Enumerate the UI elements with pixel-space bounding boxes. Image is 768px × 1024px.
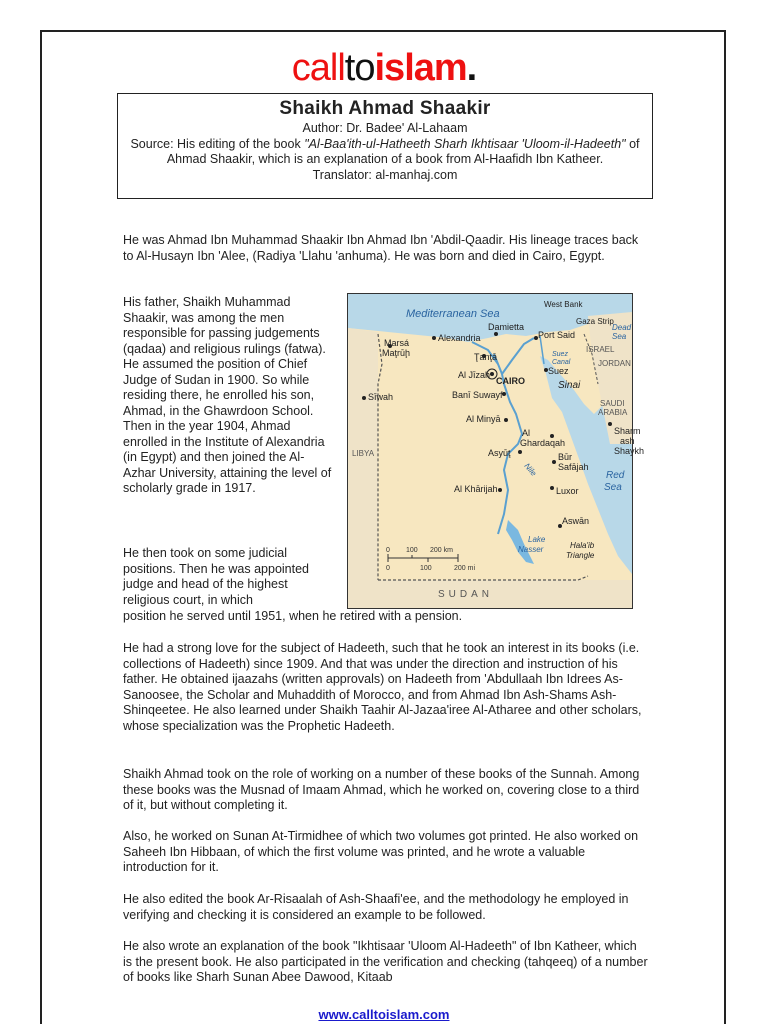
saudi-label-2: ARABIA bbox=[598, 408, 628, 417]
asyut-dot bbox=[518, 450, 522, 454]
bur-safajah-label-1: Būr bbox=[558, 452, 573, 462]
translator-line: Translator: al-manhaj.com bbox=[312, 167, 458, 182]
bani-suwayf-label: Banī Suwayf bbox=[452, 390, 503, 400]
al-kharijah-label: Al Khārijah bbox=[454, 484, 498, 494]
nile-label: Nile bbox=[522, 461, 539, 478]
libya-label: LIBYA bbox=[352, 449, 375, 458]
egypt-map bbox=[347, 293, 645, 609]
al-ghardaqah-label-1: Al bbox=[522, 428, 531, 438]
sharm-label-2: ash bbox=[620, 436, 635, 446]
paragraph-books-sunnah: Shaikh Ahmad took on the role of working on a number of these books of the Sunnah. Among these books was the Musnad of Imaam Ahmad, which he worked on, covering close to a third of it, but without completing it. bbox=[123, 767, 640, 812]
al-kharijah-dot bbox=[498, 488, 502, 492]
red-sea-label-1: Red bbox=[606, 470, 625, 481]
map-scale-bar bbox=[386, 547, 475, 572]
luxor-dot bbox=[550, 486, 554, 490]
suez-canal-label-2: Canal bbox=[552, 359, 571, 366]
israel-label: ISRAEL bbox=[586, 345, 615, 354]
gaza-label: Gaza Strip bbox=[576, 317, 614, 326]
luxor-label: Luxor bbox=[556, 486, 579, 496]
sinai-label: Sinai bbox=[558, 380, 581, 391]
bani-suwayf-dot bbox=[502, 392, 506, 396]
red-sea-label-2: Sea bbox=[604, 482, 622, 493]
suez-canal-label-1: Suez bbox=[552, 351, 568, 358]
asyut-label: Asyūţ bbox=[488, 448, 511, 458]
alexandria-label: Alexandria bbox=[438, 333, 481, 343]
al-jizah-label: Al Jīzah bbox=[458, 370, 491, 380]
al-minya-label: Al Minyā bbox=[466, 414, 501, 424]
paragraph-explanation: He also wrote an explanation of the book "Ikhtisaar 'Uloom Al-Hadeeth" of Ibn Katheer, which is the present book. He also participated in the verification and checking (tahqeeq) of a number of books like Sharh Sunan Abee Dawood, Kitaab bbox=[123, 939, 648, 984]
bur-safajah-dot bbox=[552, 460, 556, 464]
scale-km-100: 100 bbox=[406, 547, 418, 554]
halaib-label-2: Triangle bbox=[566, 551, 595, 560]
scale-mi-0: 0 bbox=[386, 565, 390, 572]
damietta-dot bbox=[494, 332, 498, 336]
al-jizah-dot bbox=[490, 372, 494, 376]
dead-sea-label-2: Sea bbox=[612, 332, 627, 341]
scale-mi-100: 100 bbox=[420, 565, 432, 572]
scale-mi-200: 200 mi bbox=[454, 565, 476, 572]
paragraph-judicial-end: position he served until 1951, when he retired with a pension. bbox=[123, 609, 463, 623]
sea-north-label: Mediterranean Sea bbox=[406, 308, 500, 320]
paragraph-hadeeth-love: He had a strong love for the subject of Hadeeth, such that he took an interest in its books (i.e. collections of Hadeeth) since 1909. And that was under the direction and instruction of his father. He obtained ijaazahs (written approvals) on Hadeeth from 'Abdullaah Ibn Idrees As-Sanoosee, the Scholar and Muhaddith of Morocco, and from Ahmad Ibn Ash-Shams Ash-Shinqeetee. He also learned under Shaikh Taahir Al-Jazaa'iree Al-Atharee and other scholars, whose specialization was the Prophetic Hadeeth. bbox=[123, 641, 642, 733]
lake-label-1: Lake bbox=[528, 535, 546, 544]
tanta-label: Ţanţā bbox=[474, 352, 498, 362]
aswan-label: Aswān bbox=[562, 516, 590, 526]
footer-site-link[interactable]: www.calltoislam.com bbox=[318, 1007, 450, 1022]
bur-safajah-label-2: Safājah bbox=[558, 462, 589, 472]
source-line: Source: His editing of the book "Al-Baa'ith-ul-Hatheeth Sharh Ikhtisaar 'Uloom-il-Hadeeth" of Ahmad Shaakir, which is an explanation of a book from Al-Haafidh Ibn Katheer. bbox=[130, 136, 640, 166]
egypt-map-graphic bbox=[348, 294, 645, 608]
site-logo: calltoislam. bbox=[291, 47, 477, 89]
cairo-label: CAIRO bbox=[496, 376, 525, 386]
marsa-label-2: Maţrūḩ bbox=[382, 348, 411, 358]
al-minya-dot bbox=[504, 418, 508, 422]
suez-label: Suez bbox=[548, 366, 569, 376]
paragraph-lineage: He was Ahmad Ibn Muhammad Shaakir Ibn Ahmad Ibn 'Abdil-Qaadir. His lineage traces back to Al-Husayn Ibn 'Alee, (Radiya 'Llahu 'anhuma). He was born and died in Cairo, Egypt. bbox=[123, 233, 639, 263]
sharm-label-3: Shaykh bbox=[614, 446, 645, 456]
sudan-label: SUDAN bbox=[438, 589, 494, 600]
author-line: Author: Dr. Badee' Al-Lahaam bbox=[302, 121, 468, 135]
siwah-label: Sīwah bbox=[368, 392, 394, 402]
scale-km-0: 0 bbox=[386, 547, 390, 554]
footer bbox=[0, 1007, 768, 1022]
paragraph-risaalah: He also edited the book Ar-Risaalah of Ash-Shaafi'ee, and the methodology he employed in verifying and checking it is considered an example to be followed. bbox=[123, 892, 629, 922]
jordan-label: JORDAN bbox=[598, 359, 631, 368]
damietta-label: Damietta bbox=[488, 322, 525, 332]
scale-km-200: 200 km bbox=[430, 547, 453, 554]
sudan-border bbox=[378, 576, 588, 580]
article-title: Shaikh Ahmad Shaakir bbox=[279, 98, 491, 119]
dead-sea-label-1: Dead bbox=[612, 323, 632, 332]
al-ghardaqah-label-2: Ghardaqah bbox=[520, 438, 566, 448]
paragraph-judicial: He then took on some judicial positions. Then he was appointed judge and head of the highest religious court, in which bbox=[123, 546, 310, 607]
port-said-label: Port Said bbox=[538, 330, 576, 340]
paragraph-tirmidhee: Also, he worked on Sunan At-Tirmidhee of which two volumes got printed. He also worked on Saheeh Ibn Hibbaan, of which the first volume was printed, and he wrote a valuable introduction for it. bbox=[123, 829, 639, 874]
halaib-label-1: Hala'ib bbox=[570, 541, 595, 550]
marsa-label-1: Marsá bbox=[384, 338, 410, 348]
sharm-label-1: Sharm bbox=[614, 426, 641, 436]
lake-label-2: Nasser bbox=[518, 545, 544, 554]
sharm-dot bbox=[608, 422, 612, 426]
article-header-box bbox=[117, 93, 653, 199]
saudi-label-1: SAUDI bbox=[600, 399, 625, 408]
alexandria-dot bbox=[432, 336, 436, 340]
west-bank-label: West Bank bbox=[544, 300, 583, 309]
libya-border bbox=[378, 334, 382, 580]
paragraph-father: His father, Shaikh Muhammad Shaakir, was among the men responsible for passing judgements (qadaa) and religious rulings (fatwa). He assumed the position of Chief Judge of Sudan in 1900. So while residing there, he enrolled his son, Ahmad, in the Ghawrdoon School. Then in the year 1904, Ahmad enrolled in the Institute of Alexandria (in Egypt) and then joined the Al-Azhar University, attaining the level of scholarly grade in 1917. bbox=[123, 295, 332, 495]
siwah-dot bbox=[362, 396, 366, 400]
